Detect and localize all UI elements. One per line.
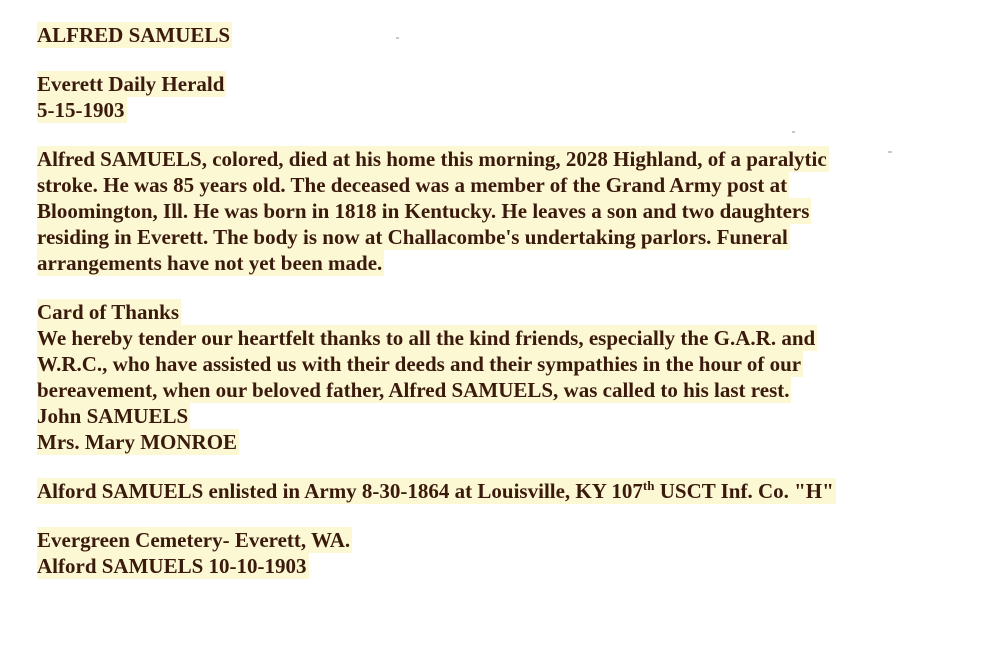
obituary-document xyxy=(37,22,987,579)
card-of-thanks xyxy=(37,299,987,455)
card-of-thanks-line: bereavement, when our beloved father, Alfred SAMUELS, was called to his last rest. xyxy=(37,378,790,402)
obituary-line: residing in Everett. The body is now at Challacombe's undertaking parlors. Funeral xyxy=(37,225,788,249)
card-of-thanks-line: We hereby tender our heartfelt thanks to all the kind friends, especially the G.A.R. and xyxy=(37,326,816,350)
publication-date: 5-15-1903 xyxy=(37,98,125,122)
obituary-line: arrangements have not yet been made. xyxy=(37,251,383,275)
scan-speck xyxy=(792,131,795,133)
signatory: John SAMUELS xyxy=(37,404,189,428)
cemetery-name: Evergreen Cemetery- Everett, WA. xyxy=(37,528,351,552)
document-heading: ALFRED SAMUELS xyxy=(37,23,231,47)
enlistment-record: Alford SAMUELS enlisted in Army 8-30-1864 at Louisville, KY 107th USCT Inf. Co. "H" xyxy=(37,478,834,503)
card-of-thanks-line: W.R.C., who have assisted us with their deeds and their sympathies in the hour of our xyxy=(37,352,802,376)
obituary-paragraph xyxy=(37,146,987,276)
card-of-thanks-title: Card of Thanks xyxy=(37,300,179,324)
signatory: Mrs. Mary MONROE xyxy=(37,430,238,454)
scan-speck xyxy=(888,151,892,153)
obituary-line: Bloomington, Ill. He was born in 1818 in Kentucky. He leaves a son and two daughters xyxy=(37,199,810,223)
obituary-line: stroke. He was 85 years old. The deceased was a member of the Grand Army post at xyxy=(37,173,788,197)
obituary-line: Alfred SAMUELS, colored, died at his home this morning, 2028 Highland, of a paralytic xyxy=(37,147,827,171)
publication-name: Everett Daily Herald xyxy=(37,72,225,96)
scan-speck xyxy=(396,37,399,39)
burial-record: Alford SAMUELS 10-10-1903 xyxy=(37,554,307,578)
